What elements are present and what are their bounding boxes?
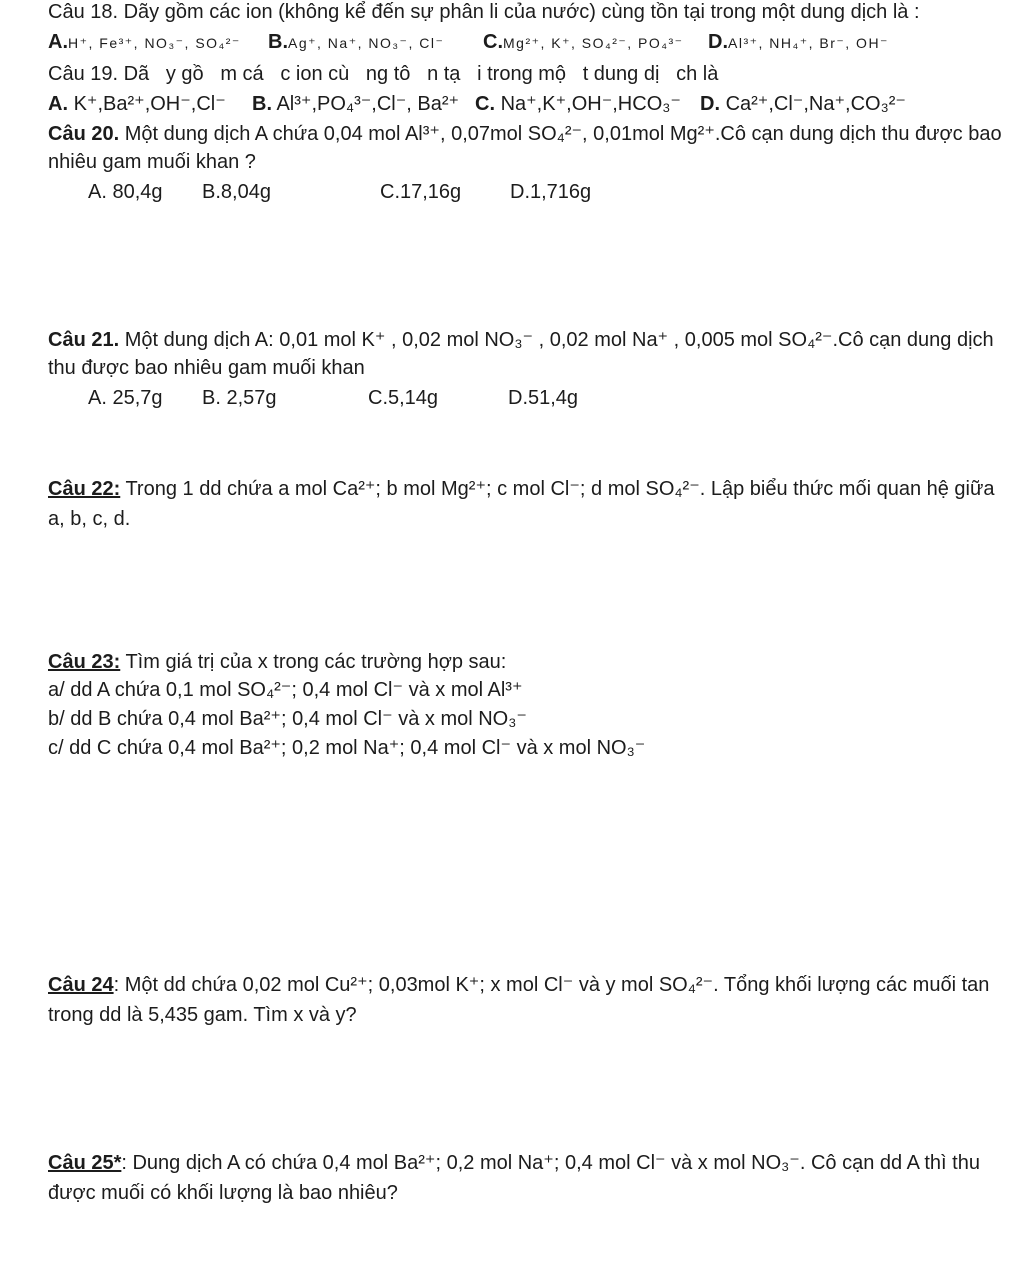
question-label: Câu 21. xyxy=(48,329,120,351)
option-label: D. xyxy=(708,31,728,53)
option-label: B. xyxy=(252,93,272,115)
question-label: Câu 22: xyxy=(48,478,121,500)
question-label: Câu 20. xyxy=(48,123,120,145)
q20-option-b: B.8,04g xyxy=(202,181,271,203)
q19-option-d xyxy=(700,92,906,116)
q20-option-d: D.1,716g xyxy=(510,181,592,203)
question-label: Câu 25* xyxy=(48,1152,122,1174)
q23-item-a: a/ dd A chứa 0,1 mol SO₄²⁻; 0,4 mol Cl⁻ và x mol Al³⁺ xyxy=(48,679,523,701)
question-text: Tìm giá trị của x trong các trường hợp sau: xyxy=(125,651,507,673)
option-label: B. xyxy=(268,31,288,53)
option-text: Na⁺,K⁺,OH⁻,HCO₃⁻ xyxy=(500,93,681,115)
q23-item-c: c/ dd C chứa 0,4 mol Ba²⁺; 0,2 mol Na⁺; 0,4 mol Cl⁻ và x mol NO₃⁻ xyxy=(48,737,646,759)
option-text: K⁺,Ba²⁺,OH⁻,Cl⁻ xyxy=(73,93,226,115)
q25-question xyxy=(48,1148,1008,1208)
option-text: Ag⁺, Na⁺, NO₃⁻, Cl⁻ xyxy=(288,35,445,51)
q18-option-d xyxy=(708,30,889,55)
q24-question xyxy=(48,970,1008,1030)
q19-option-a xyxy=(48,92,226,116)
q18-option-b xyxy=(268,30,444,55)
option-label: C. xyxy=(483,31,503,53)
q20-option-a: A. 80,4g xyxy=(88,181,163,203)
q18-heading: Câu 18. Dãy gồm các ion (không kể đến sự phân li của nước) cùng tồn tại trong một dung dịch là : xyxy=(48,1,920,23)
option-text: H⁺, Fe³⁺, NO₃⁻, SO₄²⁻ xyxy=(68,35,241,51)
question-text: : Một dd chứa 0,02 mol Cu²⁺; 0,03mol K⁺; x mol Cl⁻ và y mol SO₄²⁻. Tổng khối lượng các muối tan trong dd là 5,435 gam. Tìm x và y? xyxy=(48,974,990,1026)
question-label: Câu 23: xyxy=(48,651,121,673)
q23-question xyxy=(48,650,506,674)
q20-question xyxy=(48,120,1008,176)
option-label: A. xyxy=(48,31,68,53)
q21-option-d: D.51,4g xyxy=(508,387,579,409)
option-label: C. xyxy=(475,93,495,115)
q18-option-a xyxy=(48,30,241,55)
question-text: Một dung dịch A: 0,01 mol K⁺ , 0,02 mol NO₃⁻ , 0,02 mol Na⁺ , 0,005 mol SO₄²⁻.Cô cạn dung dịch thu được bao nhiêu gam muối khan xyxy=(48,329,994,379)
q21-question xyxy=(48,326,1008,382)
option-text: Mg²⁺, K⁺, SO₄²⁻, PO₄³⁻ xyxy=(503,35,684,51)
q18-option-c xyxy=(483,30,684,55)
q21-option-a: A. 25,7g xyxy=(88,387,163,409)
question-text: Trong 1 dd chứa a mol Ca²⁺; b mol Mg²⁺; c mol Cl⁻; d mol SO₄²⁻. Lập biểu thức mối quan hệ giữa a, b, c, d. xyxy=(48,478,995,530)
question-text: Một dung dịch A chứa 0,04 mol Al³⁺, 0,07mol SO₄²⁻, 0,01mol Mg²⁺.Cô cạn dung dịch thu được bao nhiêu gam muối khan ? xyxy=(48,123,1002,173)
q23-item-b: b/ dd B chứa 0,4 mol Ba²⁺; 0,4 mol Cl⁻ và x mol NO₃⁻ xyxy=(48,708,527,730)
q19-option-b xyxy=(252,92,459,116)
question-label: Câu 24 xyxy=(48,974,114,996)
option-label: A. xyxy=(48,93,68,115)
q20-option-c: C.17,16g xyxy=(380,181,462,203)
option-text: Al³⁺, NH₄⁺, Br⁻, OH⁻ xyxy=(728,35,889,51)
option-text: Al³⁺,PO₄³⁻,Cl⁻, Ba²⁺ xyxy=(276,93,460,115)
q22-question xyxy=(48,474,1008,534)
q21-option-b: B. 2,57g xyxy=(202,387,277,409)
option-label: D. xyxy=(700,93,720,115)
question-text: : Dung dịch A có chứa 0,4 mol Ba²⁺; 0,2 mol Na⁺; 0,4 mol Cl⁻ và x mol NO₃⁻. Cô cạn dd A thì thu được muối có khối lượng là bao nhiêu? xyxy=(48,1152,980,1204)
q21-option-c: C.5,14g xyxy=(368,387,439,409)
q19-option-c xyxy=(475,92,681,116)
option-text: Ca²⁺,Cl⁻,Na⁺,CO₃²⁻ xyxy=(725,93,906,115)
q19-heading: Câu 19. Dã y gồ m cá c ion cù ng tô n tạ i trong mộ t dung dị ch là xyxy=(48,63,719,85)
